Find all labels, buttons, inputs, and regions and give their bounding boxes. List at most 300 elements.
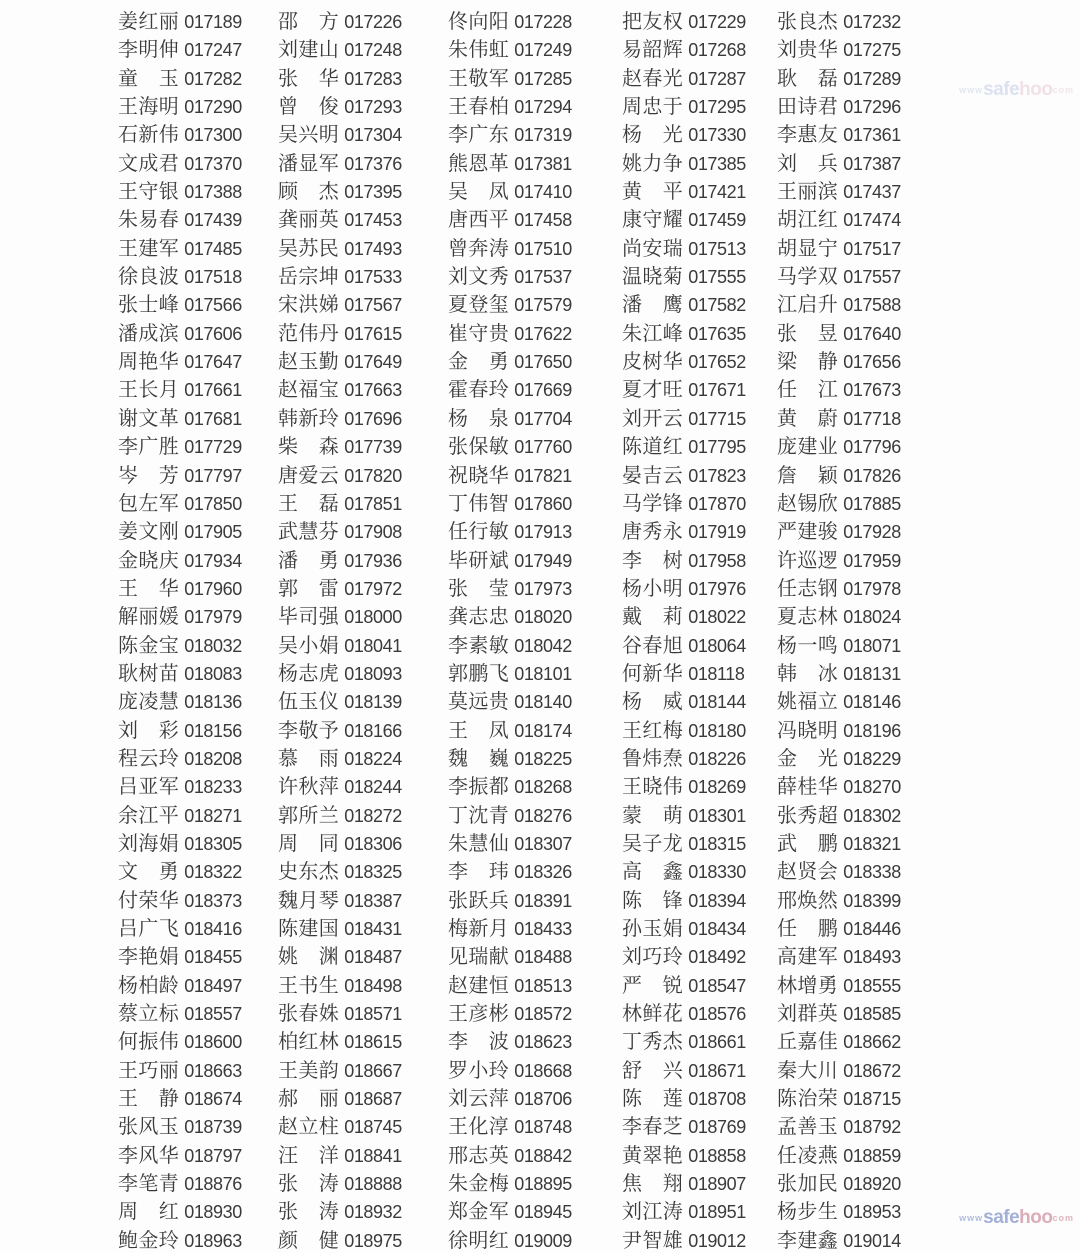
employee-number: 017934 xyxy=(184,550,242,571)
person-name: 余江平 xyxy=(118,804,180,827)
roster-entry xyxy=(118,912,278,941)
person-name: 陈 锋 xyxy=(622,889,684,912)
roster-entry xyxy=(118,345,278,374)
employee-number: 017663 xyxy=(344,380,402,401)
person-name: 唐秀永 xyxy=(622,521,684,544)
employee-number: 017287 xyxy=(688,68,746,89)
employee-number: 018792 xyxy=(843,1117,901,1138)
employee-number: 017370 xyxy=(184,153,242,174)
roster-entry xyxy=(622,884,777,913)
roster-entry xyxy=(118,827,278,856)
roster-entry xyxy=(622,1110,777,1139)
person-name: 薛桂华 xyxy=(777,776,839,799)
person-name: 许秋萍 xyxy=(278,776,340,799)
person-name: 梁 静 xyxy=(777,351,839,374)
roster-entry xyxy=(118,288,278,317)
person-name: 赵立柱 xyxy=(278,1116,340,1139)
person-name: 王 华 xyxy=(118,577,180,600)
person-name: 任 江 xyxy=(777,379,839,402)
person-name: 李敬予 xyxy=(278,719,340,742)
person-name: 孟善玉 xyxy=(777,1116,839,1139)
roster-entry xyxy=(622,742,777,771)
person-name: 柴 森 xyxy=(278,436,340,459)
roster-entry xyxy=(777,1167,927,1196)
roster-entry xyxy=(278,827,448,856)
roster-entry xyxy=(118,657,278,686)
employee-number: 017850 xyxy=(184,493,242,514)
employee-number: 017459 xyxy=(688,210,746,231)
person-name: 王 凤 xyxy=(448,719,510,742)
roster-entry xyxy=(278,714,448,743)
person-name: 毕研斌 xyxy=(448,549,510,572)
person-name: 史东杰 xyxy=(278,861,340,884)
roster-entry xyxy=(118,402,278,431)
employee-number: 017615 xyxy=(344,323,402,344)
person-name: 郝 丽 xyxy=(278,1088,340,1111)
employee-number: 017681 xyxy=(184,408,242,429)
roster-entry xyxy=(622,203,777,232)
employee-number: 018615 xyxy=(344,1032,402,1053)
roster-row xyxy=(118,629,1080,657)
employee-number: 018674 xyxy=(184,1089,242,1110)
person-name: 霍春玲 xyxy=(448,379,510,402)
roster-row xyxy=(118,1054,1080,1082)
person-name: 柏红林 xyxy=(278,1031,340,1054)
employee-number: 018302 xyxy=(843,805,901,826)
employee-number: 018945 xyxy=(514,1202,572,1223)
employee-number: 018488 xyxy=(514,947,572,968)
roster-entry xyxy=(278,459,448,488)
employee-number: 018118 xyxy=(688,663,745,684)
employee-number: 018513 xyxy=(514,975,572,996)
employee-number: 018373 xyxy=(184,890,242,911)
person-name: 赵贤会 xyxy=(777,861,839,884)
person-name: 何新华 xyxy=(622,662,684,685)
roster-entry xyxy=(118,90,278,119)
roster-entry xyxy=(622,487,777,516)
employee-number: 018668 xyxy=(514,1060,572,1081)
person-name: 李广胜 xyxy=(118,436,180,459)
person-name: 吴兴明 xyxy=(278,124,340,147)
roster-entry xyxy=(278,997,448,1026)
person-name: 张良杰 xyxy=(777,11,839,33)
employee-number: 018326 xyxy=(514,862,572,883)
employee-number: 017294 xyxy=(514,97,572,118)
employee-number: 018920 xyxy=(843,1174,901,1195)
employee-number: 017978 xyxy=(843,578,901,599)
person-name: 李风华 xyxy=(118,1144,180,1167)
employee-number: 017376 xyxy=(344,153,402,174)
employee-number: 018270 xyxy=(843,777,901,798)
person-name: 朱易春 xyxy=(118,209,180,232)
roster-entry xyxy=(777,288,927,317)
person-name: 戴 莉 xyxy=(622,606,684,629)
roster-entry xyxy=(118,487,278,516)
roster-entry xyxy=(448,572,622,601)
roster-entry xyxy=(622,572,777,601)
employee-number: 018269 xyxy=(688,777,746,798)
person-name: 颜 健 xyxy=(278,1229,340,1252)
watermark-hoo-text: hoo xyxy=(1019,79,1053,100)
roster-entry xyxy=(777,1054,927,1083)
roster-row xyxy=(118,1224,1080,1252)
roster-entry xyxy=(622,1139,777,1168)
employee-number: 019009 xyxy=(514,1230,572,1251)
employee-number: 017928 xyxy=(843,522,901,543)
employee-number: 018306 xyxy=(344,833,402,854)
roster-row xyxy=(118,33,1080,61)
employee-number: 017913 xyxy=(514,522,572,543)
employee-number: 017696 xyxy=(344,408,402,429)
safehoo-watermark-bottom xyxy=(959,1208,1074,1227)
employee-number: 017640 xyxy=(843,323,901,344)
roster-entry xyxy=(278,260,448,289)
employee-number: 018975 xyxy=(344,1230,402,1251)
employee-number: 017661 xyxy=(184,380,242,401)
person-name: 梅新月 xyxy=(448,918,510,940)
person-name: 丁秀杰 xyxy=(622,1031,684,1054)
person-name: 赵春光 xyxy=(622,67,684,90)
roster-entry xyxy=(622,1167,777,1196)
person-name: 莫远贵 xyxy=(448,691,510,714)
employee-number: 018672 xyxy=(843,1060,901,1081)
person-name: 蒙 萌 xyxy=(622,804,684,827)
roster-entry xyxy=(118,62,278,91)
roster-entry xyxy=(622,969,777,998)
employee-number: 017304 xyxy=(344,125,402,146)
employee-number: 018557 xyxy=(184,1004,242,1025)
person-name: 李 波 xyxy=(448,1031,510,1054)
roster-row xyxy=(118,260,1080,288)
roster-entry xyxy=(448,770,622,799)
employee-number: 018416 xyxy=(184,919,242,939)
roster-entry xyxy=(622,317,777,346)
employee-number: 017268 xyxy=(688,40,746,61)
person-name: 王晓伟 xyxy=(622,776,684,799)
person-name: 杨志虎 xyxy=(278,662,340,685)
employee-number: 018932 xyxy=(344,1202,402,1223)
employee-number: 017248 xyxy=(344,40,402,61)
roster-entry xyxy=(448,1195,622,1224)
person-name: 曾奔涛 xyxy=(448,237,510,260)
employee-number: 017649 xyxy=(344,352,402,373)
employee-number: 017537 xyxy=(514,267,572,288)
person-name: 尹智雄 xyxy=(622,1229,684,1252)
roster-entry xyxy=(622,657,777,686)
person-name: 胡显宁 xyxy=(777,237,839,260)
employee-number: 018858 xyxy=(688,1145,746,1166)
employee-number: 018797 xyxy=(184,1145,242,1166)
employee-number: 017296 xyxy=(843,97,901,118)
employee-number: 017870 xyxy=(688,493,746,514)
roster-entry xyxy=(448,657,622,686)
employee-number: 018268 xyxy=(514,777,572,798)
employee-number: 017513 xyxy=(688,238,746,259)
roster-row xyxy=(118,685,1080,713)
employee-number: 018315 xyxy=(688,833,746,854)
roster-entry xyxy=(622,1025,777,1054)
employee-number: 017797 xyxy=(184,465,242,486)
employee-number: 018272 xyxy=(344,805,402,826)
person-name: 王 静 xyxy=(118,1088,180,1111)
person-name: 吴小娟 xyxy=(278,634,340,657)
person-name: 马学双 xyxy=(777,266,839,289)
roster-row xyxy=(118,5,1080,33)
person-name: 张保敏 xyxy=(448,436,510,459)
employee-number: 018433 xyxy=(514,919,572,939)
employee-number: 018623 xyxy=(514,1032,572,1053)
person-name: 林鲜花 xyxy=(622,1003,684,1026)
roster-entry xyxy=(777,855,927,884)
roster-entry xyxy=(622,90,777,119)
person-name: 王美韵 xyxy=(278,1059,340,1082)
person-name: 王守银 xyxy=(118,181,180,204)
employee-number: 018387 xyxy=(344,890,402,911)
employee-number: 018585 xyxy=(843,1004,901,1025)
person-name: 赵锡欣 xyxy=(777,492,839,515)
person-name: 见瑞献 xyxy=(448,946,510,969)
roster-entry xyxy=(278,5,448,34)
person-name: 张 涛 xyxy=(278,1173,340,1196)
person-name: 耿 磊 xyxy=(777,67,839,90)
roster-entry xyxy=(118,1110,278,1139)
roster-entry xyxy=(448,118,622,147)
roster-entry xyxy=(777,1110,927,1139)
person-name: 张跃兵 xyxy=(448,889,510,912)
person-name: 焦 翔 xyxy=(622,1173,684,1196)
roster-entry xyxy=(777,657,927,686)
employee-number: 017319 xyxy=(514,125,572,146)
roster-row xyxy=(118,997,1080,1025)
person-name: 杨步生 xyxy=(777,1201,839,1224)
employee-number: 018493 xyxy=(843,947,901,968)
employee-number: 018271 xyxy=(184,805,242,826)
roster-row xyxy=(118,657,1080,685)
person-name: 龚志忠 xyxy=(448,606,510,629)
roster-entry xyxy=(448,997,622,1026)
person-name: 郭所兰 xyxy=(278,804,340,827)
employee-number: 018748 xyxy=(514,1117,572,1138)
person-name: 任 鹏 xyxy=(777,918,839,940)
employee-number: 017796 xyxy=(843,437,901,458)
employee-number: 017919 xyxy=(688,522,746,543)
roster-row xyxy=(118,884,1080,912)
employee-number: 017820 xyxy=(344,465,402,486)
roster-entry xyxy=(278,288,448,317)
employee-number: 018572 xyxy=(514,1004,572,1025)
roster-entry xyxy=(777,799,927,828)
employee-number: 017656 xyxy=(843,352,901,373)
employee-number: 017517 xyxy=(843,238,901,259)
roster-entry xyxy=(622,402,777,431)
roster-entry xyxy=(622,345,777,374)
roster-entry xyxy=(448,799,622,828)
person-name: 张 莹 xyxy=(448,577,510,600)
person-name: 严建骏 xyxy=(777,521,839,544)
person-name: 李素敏 xyxy=(448,634,510,657)
roster-entry xyxy=(777,742,927,771)
roster-entry xyxy=(622,118,777,147)
roster-entry xyxy=(777,997,927,1026)
person-name: 夏志林 xyxy=(777,606,839,629)
employee-number: 018745 xyxy=(344,1117,402,1138)
employee-number: 018166 xyxy=(344,720,402,741)
person-name: 郑金军 xyxy=(448,1201,510,1224)
employee-number: 017410 xyxy=(514,182,572,203)
roster-entry xyxy=(118,1054,278,1083)
person-name: 许巡逻 xyxy=(777,549,839,572)
person-name: 黄翠艳 xyxy=(622,1144,684,1167)
roster-row xyxy=(118,1139,1080,1167)
employee-number: 018667 xyxy=(344,1060,402,1081)
person-name: 姜红丽 xyxy=(118,11,180,33)
roster-entry xyxy=(278,1139,448,1168)
roster-row xyxy=(118,1110,1080,1138)
person-name: 谷春旭 xyxy=(622,634,684,657)
roster-row xyxy=(118,232,1080,260)
roster-entry xyxy=(278,685,448,714)
person-name: 李振都 xyxy=(448,776,510,799)
person-name: 汪 洋 xyxy=(278,1144,340,1167)
employee-number: 018576 xyxy=(688,1004,746,1025)
roster-entry xyxy=(448,317,622,346)
employee-number: 017290 xyxy=(184,97,242,118)
roster-entry xyxy=(118,544,278,573)
roster-entry xyxy=(777,572,927,601)
roster-entry xyxy=(777,33,927,62)
employee-number: 017652 xyxy=(688,352,746,373)
roster-entry xyxy=(448,487,622,516)
roster-entry xyxy=(278,118,448,147)
roster-entry xyxy=(777,373,927,402)
employee-number: 017715 xyxy=(688,408,746,429)
roster-entry xyxy=(777,90,927,119)
person-name: 王化淳 xyxy=(448,1116,510,1139)
person-name: 田诗君 xyxy=(777,96,839,119)
person-name: 张春姝 xyxy=(278,1003,340,1026)
employee-number: 018338 xyxy=(843,862,901,883)
employee-number: 017395 xyxy=(344,182,402,203)
person-name: 童 玉 xyxy=(118,67,180,90)
roster-row xyxy=(118,1167,1080,1195)
person-name: 张加民 xyxy=(777,1173,839,1196)
employee-number: 018769 xyxy=(688,1117,746,1138)
employee-number: 018083 xyxy=(184,663,242,684)
roster-entry xyxy=(622,5,777,34)
roster-entry xyxy=(622,997,777,1026)
person-name: 解丽媛 xyxy=(118,606,180,629)
employee-number: 018663 xyxy=(184,1060,242,1081)
roster-row xyxy=(118,345,1080,373)
employee-number: 018708 xyxy=(688,1089,746,1110)
roster-entry xyxy=(448,969,622,998)
person-name: 把友权 xyxy=(622,11,684,33)
employee-number: 017232 xyxy=(843,12,901,32)
person-name: 刘巧玲 xyxy=(622,946,684,969)
person-name: 石新伟 xyxy=(118,124,180,147)
employee-number: 017439 xyxy=(184,210,242,231)
person-name: 谢文革 xyxy=(118,407,180,430)
employee-number: 017229 xyxy=(688,12,746,32)
person-name: 任行敏 xyxy=(448,521,510,544)
watermark-safe-text: safe xyxy=(983,79,1020,100)
employee-number: 018600 xyxy=(184,1032,242,1053)
roster-entry xyxy=(448,1025,622,1054)
roster-entry xyxy=(448,912,622,941)
person-name: 林增勇 xyxy=(777,974,839,997)
roster-entry xyxy=(622,430,777,459)
employee-number: 017671 xyxy=(688,380,746,401)
roster-entry xyxy=(278,203,448,232)
employee-number: 017851 xyxy=(344,493,402,514)
person-name: 易韶辉 xyxy=(622,39,684,62)
employee-number: 017972 xyxy=(344,578,402,599)
roster-entry xyxy=(448,515,622,544)
employee-number: 017704 xyxy=(514,408,572,429)
person-name: 李笔青 xyxy=(118,1173,180,1196)
roster-entry xyxy=(278,487,448,516)
roster-entry xyxy=(777,969,927,998)
employee-number: 018196 xyxy=(843,720,901,741)
person-name: 张 涛 xyxy=(278,1201,340,1224)
roster-entry xyxy=(118,884,278,913)
roster-entry xyxy=(777,430,927,459)
roster-entry xyxy=(278,515,448,544)
person-name: 唐西平 xyxy=(448,209,510,232)
person-name: 李建鑫 xyxy=(777,1229,839,1252)
roster-entry xyxy=(278,600,448,629)
person-name: 陈金宝 xyxy=(118,634,180,657)
roster-entry xyxy=(118,997,278,1026)
person-name: 耿树苗 xyxy=(118,662,180,685)
roster-entry xyxy=(118,855,278,884)
roster-entry xyxy=(777,118,927,147)
roster-entry xyxy=(118,203,278,232)
roster-entry xyxy=(118,5,278,34)
roster-entry xyxy=(622,1195,777,1224)
roster-row xyxy=(118,118,1080,146)
person-name: 岳宗坤 xyxy=(278,266,340,289)
roster-entry xyxy=(777,827,927,856)
person-name: 刘建山 xyxy=(278,39,340,62)
roster-entry xyxy=(622,147,777,176)
person-name: 夏登玺 xyxy=(448,294,510,317)
roster-entry xyxy=(118,33,278,62)
employee-number: 018876 xyxy=(184,1174,242,1195)
person-name: 王彦彬 xyxy=(448,1003,510,1026)
person-name: 张 昱 xyxy=(777,322,839,345)
roster-entry xyxy=(278,1025,448,1054)
person-name: 韩 冰 xyxy=(777,662,839,685)
person-name: 魏月琴 xyxy=(278,889,340,912)
employee-number: 017388 xyxy=(184,182,242,203)
employee-number: 017729 xyxy=(184,437,242,458)
roster-entry xyxy=(777,940,927,969)
roster-entry xyxy=(448,203,622,232)
person-name: 严 锐 xyxy=(622,974,684,997)
roster-row xyxy=(118,572,1080,600)
employee-number: 017979 xyxy=(184,607,242,628)
person-name: 杨 泉 xyxy=(448,407,510,430)
person-name: 郭鹏飞 xyxy=(448,662,510,685)
roster-entry xyxy=(448,600,622,629)
roster-entry xyxy=(278,770,448,799)
roster-entry xyxy=(278,884,448,913)
employee-number: 018093 xyxy=(344,663,402,684)
roster-entry xyxy=(448,742,622,771)
roster-entry xyxy=(777,884,927,913)
roster-entry xyxy=(278,1110,448,1139)
